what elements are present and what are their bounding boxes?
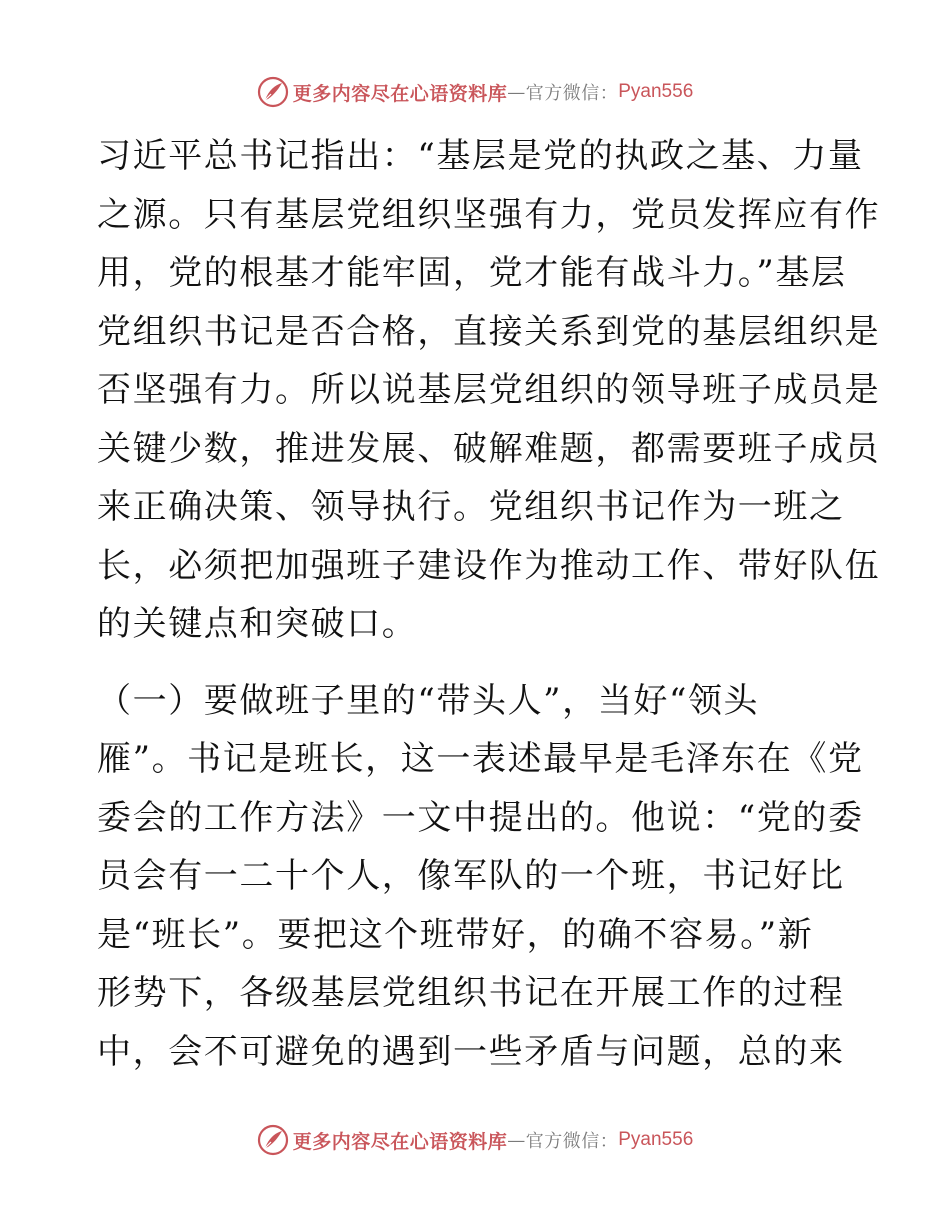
text-line: 的关键点和突破口。: [97, 604, 418, 644]
banner-dash: —: [507, 81, 526, 103]
text-line: 中，会不可避免的遇到一些矛盾与问题，总的来: [97, 1031, 845, 1072]
text-line: 之源。只有基层党组织坚强有力，党员发挥应有作: [97, 194, 881, 235]
wechat-label: 官方微信：: [525, 83, 619, 104]
text-line: 员会有一二十个人，像军队的一个班，书记好比: [97, 856, 845, 896]
paragraph-2: [97, 672, 864, 1082]
paragraph-1: [97, 127, 881, 654]
footer-banner: [0, 1120, 950, 1160]
site-name-text: 更多内容尽在心语资料库: [292, 1130, 508, 1153]
text-line: 形势下，各级基层党组织书记在开展工作的过程: [97, 973, 845, 1013]
wechat-label: 官方微信：: [525, 1131, 619, 1152]
wechat-id: Pyan556: [618, 81, 694, 102]
paragraph-spacer: [97, 654, 857, 672]
banner-dash: —: [507, 1129, 526, 1151]
wechat-id: Pyan556: [618, 1129, 694, 1150]
text-line: 来正确决策、领导执行。党组织书记作为一班之: [97, 487, 845, 527]
text-line: 习近平总书记指出：“基层是党的执政之基、力量: [97, 136, 864, 176]
text-line: 委会的工作方法》一文中提出的。他说：“党的委: [97, 797, 864, 838]
text-line: 长，必须把加强班子建设作为推动工作、带好队伍: [97, 545, 881, 586]
text-line: 用，党的根基才能牢固，党才能有战斗力。”基层: [97, 253, 847, 293]
text-line: 党组织书记是否合格，直接关系到党的基层组织是: [97, 311, 881, 352]
quill-pen-logo-icon: [257, 1124, 289, 1156]
document-body: [97, 127, 881, 1081]
text-line: （一）要做班子里的“带头人”，当好“领头: [97, 680, 760, 721]
site-name-text: 更多内容尽在心语资料库: [292, 82, 508, 105]
text-line: 是“班长”。要把这个班带好，的确不容易。”新: [97, 914, 814, 955]
text-line: 雁”。书记是班长，这一表述最早是毛泽东在《党: [97, 739, 864, 779]
header-banner: [0, 72, 950, 112]
text-line: 关键少数，推进发展、破解难题，都需要班子成员: [97, 428, 881, 469]
quill-pen-logo-icon: [257, 76, 289, 108]
text-line: 否坚强有力。所以说基层党组织的领导班子成员是: [97, 370, 881, 410]
